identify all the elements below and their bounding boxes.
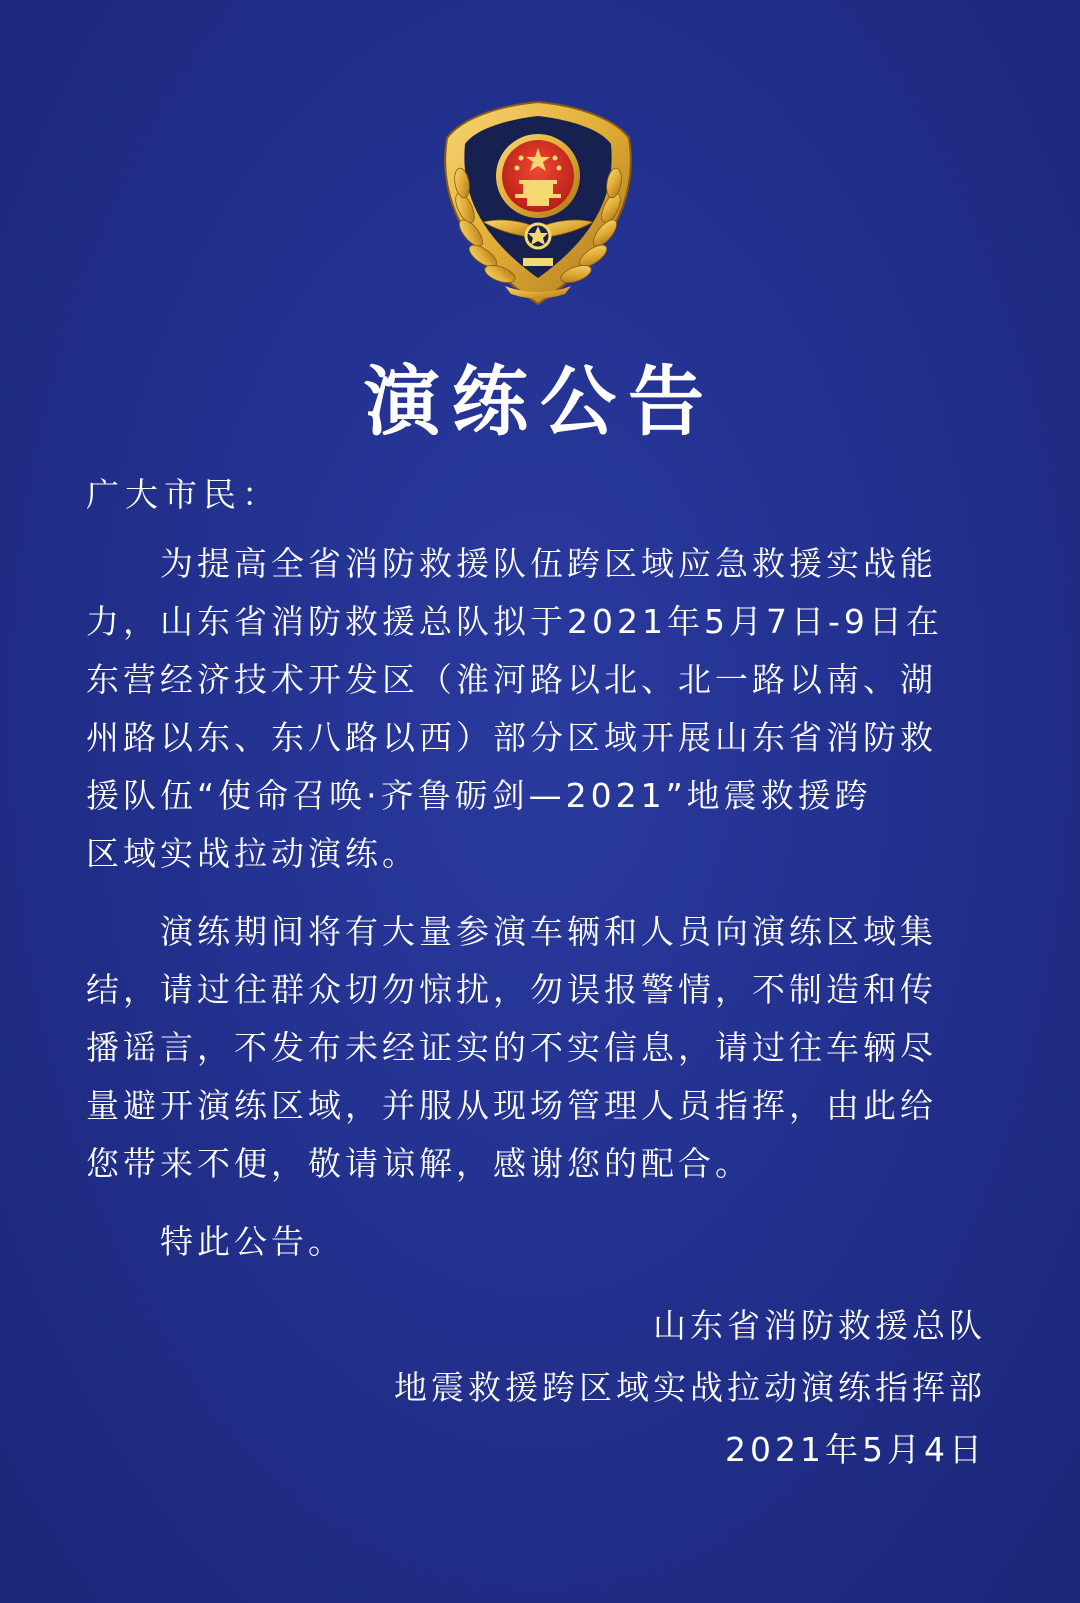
signature-date: 2021年5月4日 — [725, 1430, 986, 1469]
paragraph-2-line: 播谣言，不发布未经证实的不实信息，请过往车辆尽 — [86, 1028, 937, 1067]
signature-dept: 地震救援跨区域实战拉动演练指挥部 — [394, 1368, 986, 1407]
fire-rescue-emblem-icon — [435, 98, 641, 308]
paragraph-2-line: 演练期间将有大量参演车辆和人员向演练区域集 — [86, 912, 937, 951]
paragraph-2-line: 量避开演练区域，并服从现场管理人员指挥，由此给 — [86, 1086, 937, 1125]
paragraph-1-line: 力，山东省消防救援总队拟于2021年5月7日-9日在 — [86, 602, 943, 641]
paragraph-1-line: 州路以东、东八路以西）部分区域开展山东省消防救 — [86, 718, 937, 757]
paragraph-2-line: 您带来不便，敬请谅解，感谢您的配合。 — [86, 1144, 752, 1183]
paragraph-1-line: 区域实战拉动演练。 — [86, 834, 419, 873]
paragraph-2 — [86, 903, 994, 1193]
paragraph-1-line: 援队伍“使命召唤·齐鲁砺剑—2021”地震救援跨 — [86, 776, 872, 815]
paragraph-2-line: 结，请过往群众切勿惊扰，勿误报警情，不制造和传 — [86, 970, 937, 1009]
paragraph-1-line: 东营经济技术开发区（淮河路以北、北一路以南、湖 — [86, 660, 937, 699]
paragraph-1-line: 为提高全省消防救援队伍跨区域应急救援实战能 — [86, 544, 937, 583]
paragraph-1 — [86, 535, 994, 883]
signature-org: 山东省消防救援总队 — [653, 1306, 986, 1345]
notice-title: 演练公告 — [364, 357, 716, 446]
salutation: 广大市民： — [86, 475, 281, 514]
closing-text: 特此公告。 — [160, 1222, 345, 1261]
